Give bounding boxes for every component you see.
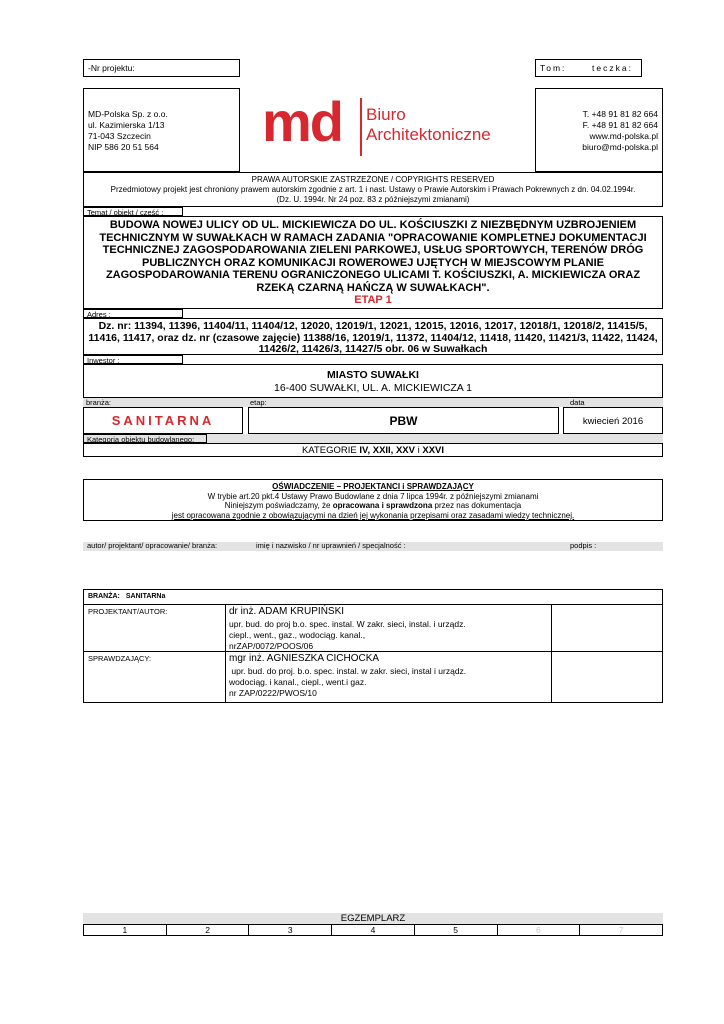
logo-biuro-text: Biuro (366, 105, 406, 124)
contact-email[interactable]: biuro@md-polska.pl (582, 142, 658, 152)
team-reviewer-signature[interactable] (552, 652, 662, 702)
etap-value: PBW (389, 414, 418, 428)
company-nip: NIP 586 20 51 564 (88, 142, 159, 152)
teczka-label: teczka: (592, 63, 633, 73)
team-designer-detail-3: nrZAP/0072/POOS/06 (229, 641, 314, 651)
copy-cell-5[interactable]: 5 (414, 925, 497, 936)
logo-md-text: md (262, 90, 342, 153)
investor-label: Inwestor : (83, 355, 183, 364)
team-role-designer: PROJEKTANT/AUTOR: (88, 607, 168, 616)
topic-label: Temat / obiekt / część : (83, 207, 183, 216)
team-designer-signature[interactable] (552, 605, 662, 651)
data-value: kwiecień 2016 (582, 416, 644, 427)
team-reviewer-detail-3: nr ZAP/0222/PWOS/10 (229, 688, 317, 698)
copy-cell-7[interactable]: 7 (580, 925, 663, 936)
team-reviewer-detail-1: upr. bud. do proj. b.o. spec. instal. w zakr. sieci, instal i urządz. (229, 666, 467, 676)
team-role-reviewer: SPRAWDZAJĄCY: (88, 654, 152, 663)
copies-title: EGZEMPLARZ (83, 913, 663, 924)
copy-cell-3[interactable]: 3 (249, 925, 332, 936)
signature-col-name: imię i nazwisko / nr uprawnień / specjalność : (256, 541, 406, 550)
etap-value-box (248, 407, 559, 434)
declaration-title: OŚWIADCZENIE – PROJEKTANCI i SPRAWDZAJĄCY (272, 482, 474, 491)
tom-label: Tom: (540, 63, 567, 73)
topic-stage: ETAP 1 (354, 294, 392, 306)
kategoria-last: XXVI (422, 445, 445, 456)
etap-label: etap: (250, 398, 267, 407)
tom-teczka-box (535, 59, 642, 77)
company-city: 71-043 Szczecin (88, 131, 151, 141)
kategoria-label: Kategoria obiektu budowlanego: (83, 434, 207, 443)
declaration-emphasis: opracowana i sprawdzona (332, 501, 433, 511)
address-box (83, 318, 663, 355)
company-name: MD-Polska Sp. z o.o. (88, 109, 168, 119)
investor-name: MIASTO SUWAŁKI (327, 369, 419, 381)
branza-label: branża: (86, 398, 112, 407)
copy-cell-4[interactable]: 4 (332, 925, 415, 936)
declaration-line1: W trybie art.20 pkt.4 Ustawy Prawo Budowlane z dnia 7 lipca 1994r. z późniejszymi zmianami (207, 491, 539, 501)
copyright-line1: Przedmiotowy projekt jest chroniony prawem autorskim zgodnie z art. 1 i nast. Ustawy o Prawie Autorskim i Prawach Pokrewnych z dn. 04.02.1994r. (110, 185, 636, 194)
team-table (83, 589, 663, 703)
team-designer-detail-2: ciepl., went., gaz., wodociąg. kanal., (229, 630, 366, 640)
contact-website[interactable]: www.md-polska.pl (589, 131, 658, 141)
declaration-line3: jest opracowana zgodnie z obowiązującymi na dzień jej wykonania przepisami oraz zasadami wiedzy technicznej. (171, 510, 575, 520)
signature-col-author: autor/ projektant/ opracowanie/ branża: (87, 541, 218, 550)
company-street: ul. Kazimierska 1/13 (88, 120, 165, 130)
project-number-box (83, 59, 240, 77)
address-label: Adres : (83, 309, 183, 318)
copies-table (83, 924, 663, 936)
team-col-divider-1 (225, 604, 226, 702)
copy-cell-1[interactable]: 1 (84, 925, 167, 936)
kategoria-value: IV, XXII, XXV (359, 445, 415, 456)
kategoria-and: i (417, 445, 420, 456)
data-label: data (570, 398, 585, 407)
contact-phone: T. +48 91 81 82 664 (582, 109, 658, 119)
kategoria-box (83, 443, 663, 457)
investor-box (83, 364, 663, 398)
team-reviewer-detail-2: wodociąg. i kanal., ciepl., went.i gaz. (229, 677, 367, 687)
branza-value-box (83, 407, 243, 434)
contact-fax: F. +48 91 81 82 664 (582, 120, 658, 130)
signature-col-sign: podpis : (570, 541, 597, 550)
copies-block (83, 913, 663, 936)
copy-cell-2[interactable]: 2 (166, 925, 249, 936)
team-branza-value: SANITARNa (125, 593, 166, 600)
copy-cell-6[interactable]: 6 (497, 925, 580, 936)
company-logo (262, 90, 522, 160)
team-designer-name: dr inż. ADAM KRUPIŃSKI (229, 606, 345, 617)
team-reviewer-name: mgr inż. AGNIESZKA CICHOCKA (229, 653, 380, 664)
investor-address: 16-400 SUWAŁKI, UL. A. MICKIEWICZA 1 (273, 382, 472, 394)
team-designer-detail-1: upr. bud. do proj b.o. spec. instal. W zakr. sieci, instal. i urządz. (229, 619, 466, 629)
topic-box (83, 216, 663, 309)
logo-divider (360, 98, 362, 156)
kategoria-prefix: KATEGORIE (301, 445, 357, 456)
topic-text: BUDOWA NOWEJ ULICY OD UL. MICKIEWICZA DO UL. KOŚCIUSZKI Z NIEZBĘDNYM UZBROJENIEM TECHNICZNYM W SUWAŁKACH W RAMACH ZADANIA "OPRACOWANIE KOMPLETNEJ DOKUMENTACJI TECHNICZNEJ ZAGOSPODAROWANIA ZIELENI PARKOWEJ, USŁUG SPORTOWYCH, TERENÓW DRÓG PUBLICZNYCH ORAZ KOMUNIKACJI ROWEROWEJ UJĘTYCH W MIEJSCOWYM PLANIE ZAGOSPODAROWANIA TERENU OGRANICZONEGO ULICAMI T. KOŚCIUSZKI, A. MICKIEWICZA ORAZ RZEKĄ CZARNĄ HAŃCZĄ W SUWAŁKACH". (99, 219, 647, 294)
contact-box (535, 88, 663, 172)
project-number-label: -Nr projektu: (88, 63, 135, 73)
copyright-line2: (Dz. U. 1994r. Nr 24 poz. 83 z późniejszymi zmianami) (276, 195, 470, 204)
company-info-box (83, 88, 240, 172)
branza-value: SANITARNA (111, 413, 215, 428)
team-branza-label: BRANŻA: (88, 593, 120, 600)
declaration-line2: Niniejszym poświadczamy, że opracowana i sprawdzona przez nas dokumentacja (224, 501, 522, 511)
data-value-box (563, 407, 663, 434)
copyright-title: PRAWA AUTORSKIE ZASTRZEŻONE / COPYRIGHTS RESERVED (251, 175, 495, 184)
address-text: Dz. nr: 11394, 11396, 11404/11, 11404/12, 12020, 12019/1, 12021, 12015, 12016, 12017, 12018/1, 12018/2, 11415/5, 11416, 11417, oraz dz. nr (czasowe zajęcie) 11388/16, 12019/1, 11372, 11404/12, 11418, 11420, 11421/3, 11422, 11424, 11426/2, 11426/3, 11427/5 obr. 06 w Suwałkach (88, 320, 658, 355)
team-branza-header (88, 593, 165, 600)
declaration-box (83, 479, 663, 521)
logo-architektoniczne-text: Architektoniczne (366, 125, 491, 144)
copyright-box (83, 172, 663, 207)
